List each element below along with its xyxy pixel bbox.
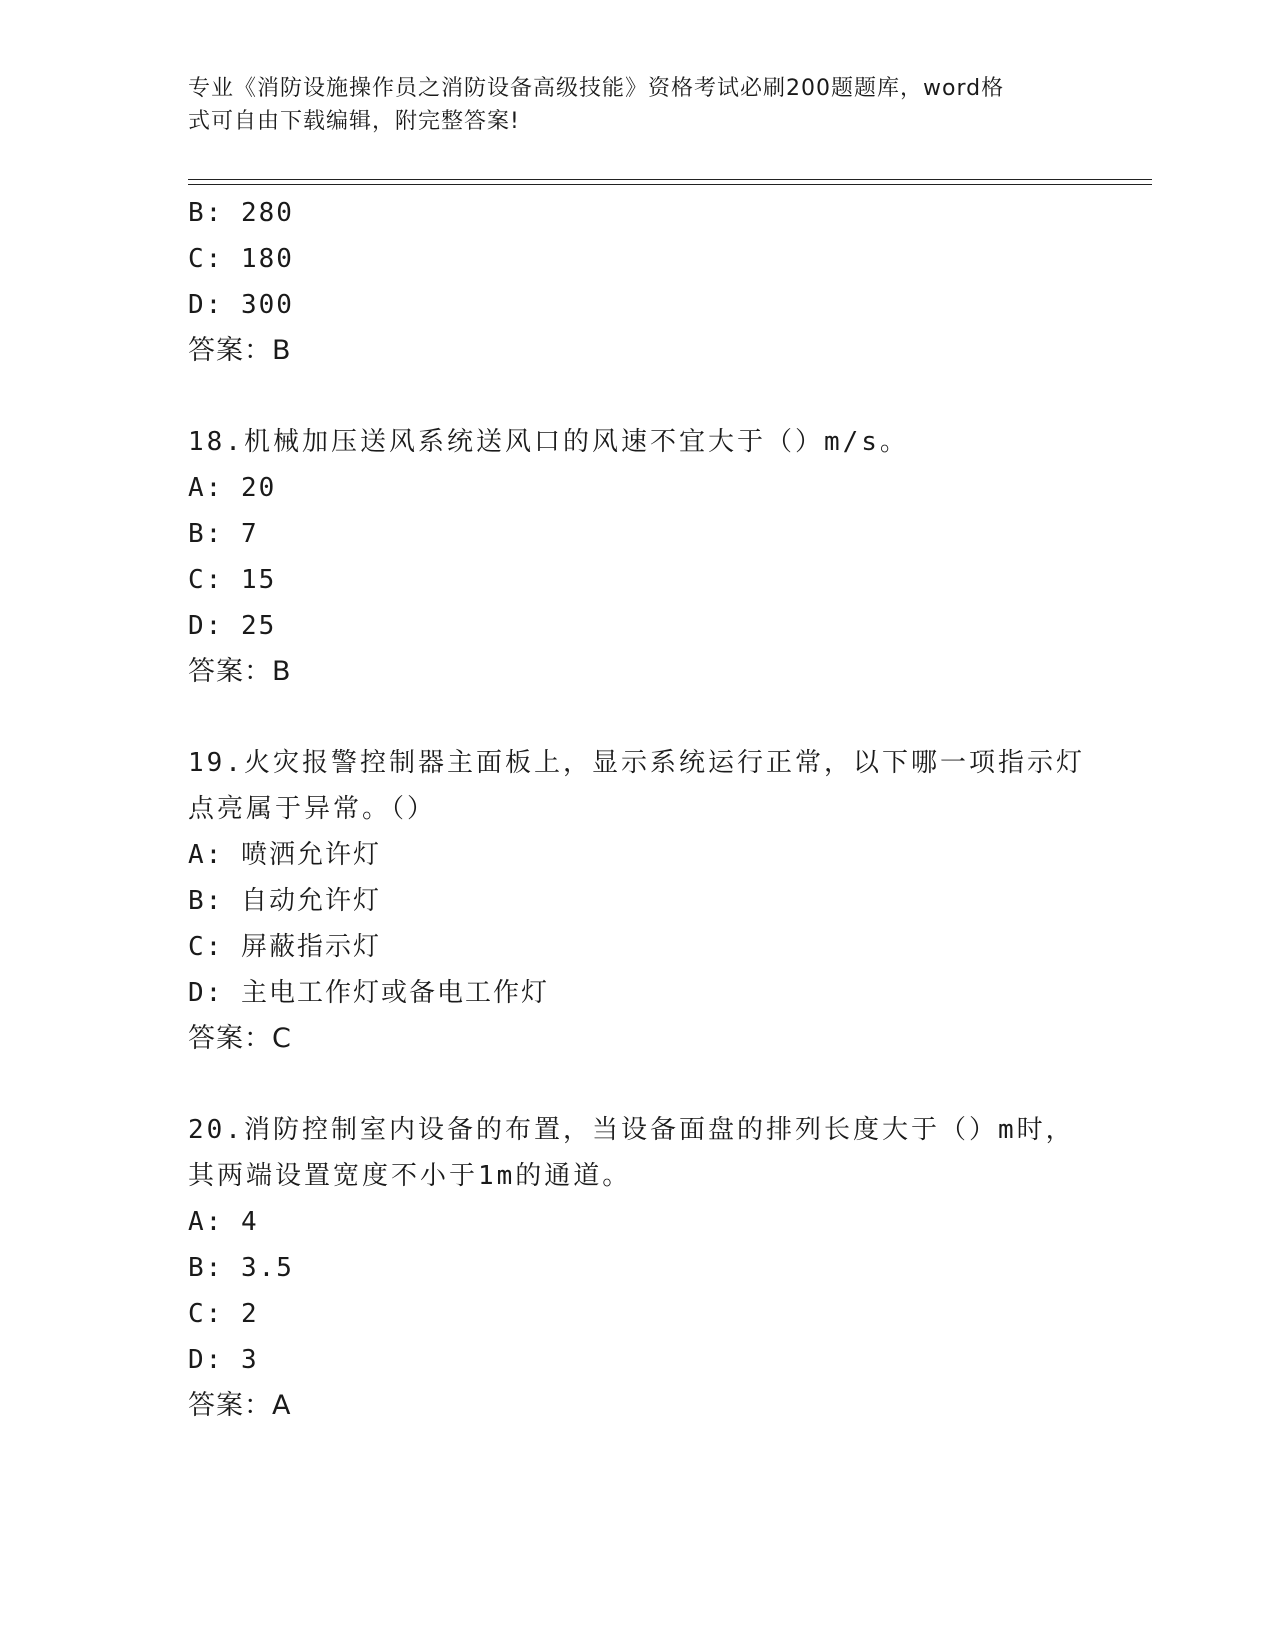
option-a: A: 20 [188,473,277,503]
questions-content [188,190,1088,1429]
option-c: C: 180 [188,244,294,274]
answer: 答案：C [188,1023,292,1054]
option-d: D: 25 [188,611,277,641]
question-text: 18.机械加压送风系统送风口的风速不宜大于（）m/s。 [188,427,909,457]
option-a: A: 4 [188,1207,259,1237]
question-20 [188,1107,1088,1429]
option-b: B: 3.5 [188,1253,294,1283]
option-d: D: 300 [188,290,294,320]
answer: 答案：B [188,656,292,687]
option-d: D: 主电工作灯或备电工作灯 [188,978,549,1008]
question-19 [188,740,1088,1062]
header-divider-top [188,179,1152,180]
option-c: C: 屏蔽指示灯 [188,932,381,962]
option-b: B: 7 [188,519,259,549]
question-17-tail [188,190,1088,374]
question-text-line-1: 19.火灾报警控制器主面板上，显示系统运行正常，以下哪一项指示灯 [188,748,1085,778]
option-b: B: 280 [188,198,294,228]
question-text-line-2: 其两端设置宽度不小于1m的通道。 [188,1161,632,1191]
header-line-1: 专业《消防设施操作员之消防设备高级技能》资格考试必刷200题题库，word格 [188,76,1005,101]
answer: 答案：A [188,1390,292,1421]
question-18 [188,419,1088,695]
question-text-line-1: 20.消防控制室内设备的布置，当设备面盘的排列长度大于（）m时， [188,1115,1075,1145]
header-divider-bottom [188,184,1152,185]
header-line-2: 式可自由下载编辑，附完整答案! [188,109,520,134]
spacer [188,1062,1088,1107]
spacer [188,695,1088,740]
option-c: C: 2 [188,1299,259,1329]
option-d: D: 3 [188,1345,259,1375]
question-text-line-2: 点亮属于异常。（） [188,794,437,824]
option-c: C: 15 [188,565,277,595]
option-a: A: 喷洒允许灯 [188,840,381,870]
option-b: B: 自动允许灯 [188,886,381,916]
answer: 答案：B [188,335,292,366]
document-header [188,72,1068,138]
spacer [188,374,1088,419]
